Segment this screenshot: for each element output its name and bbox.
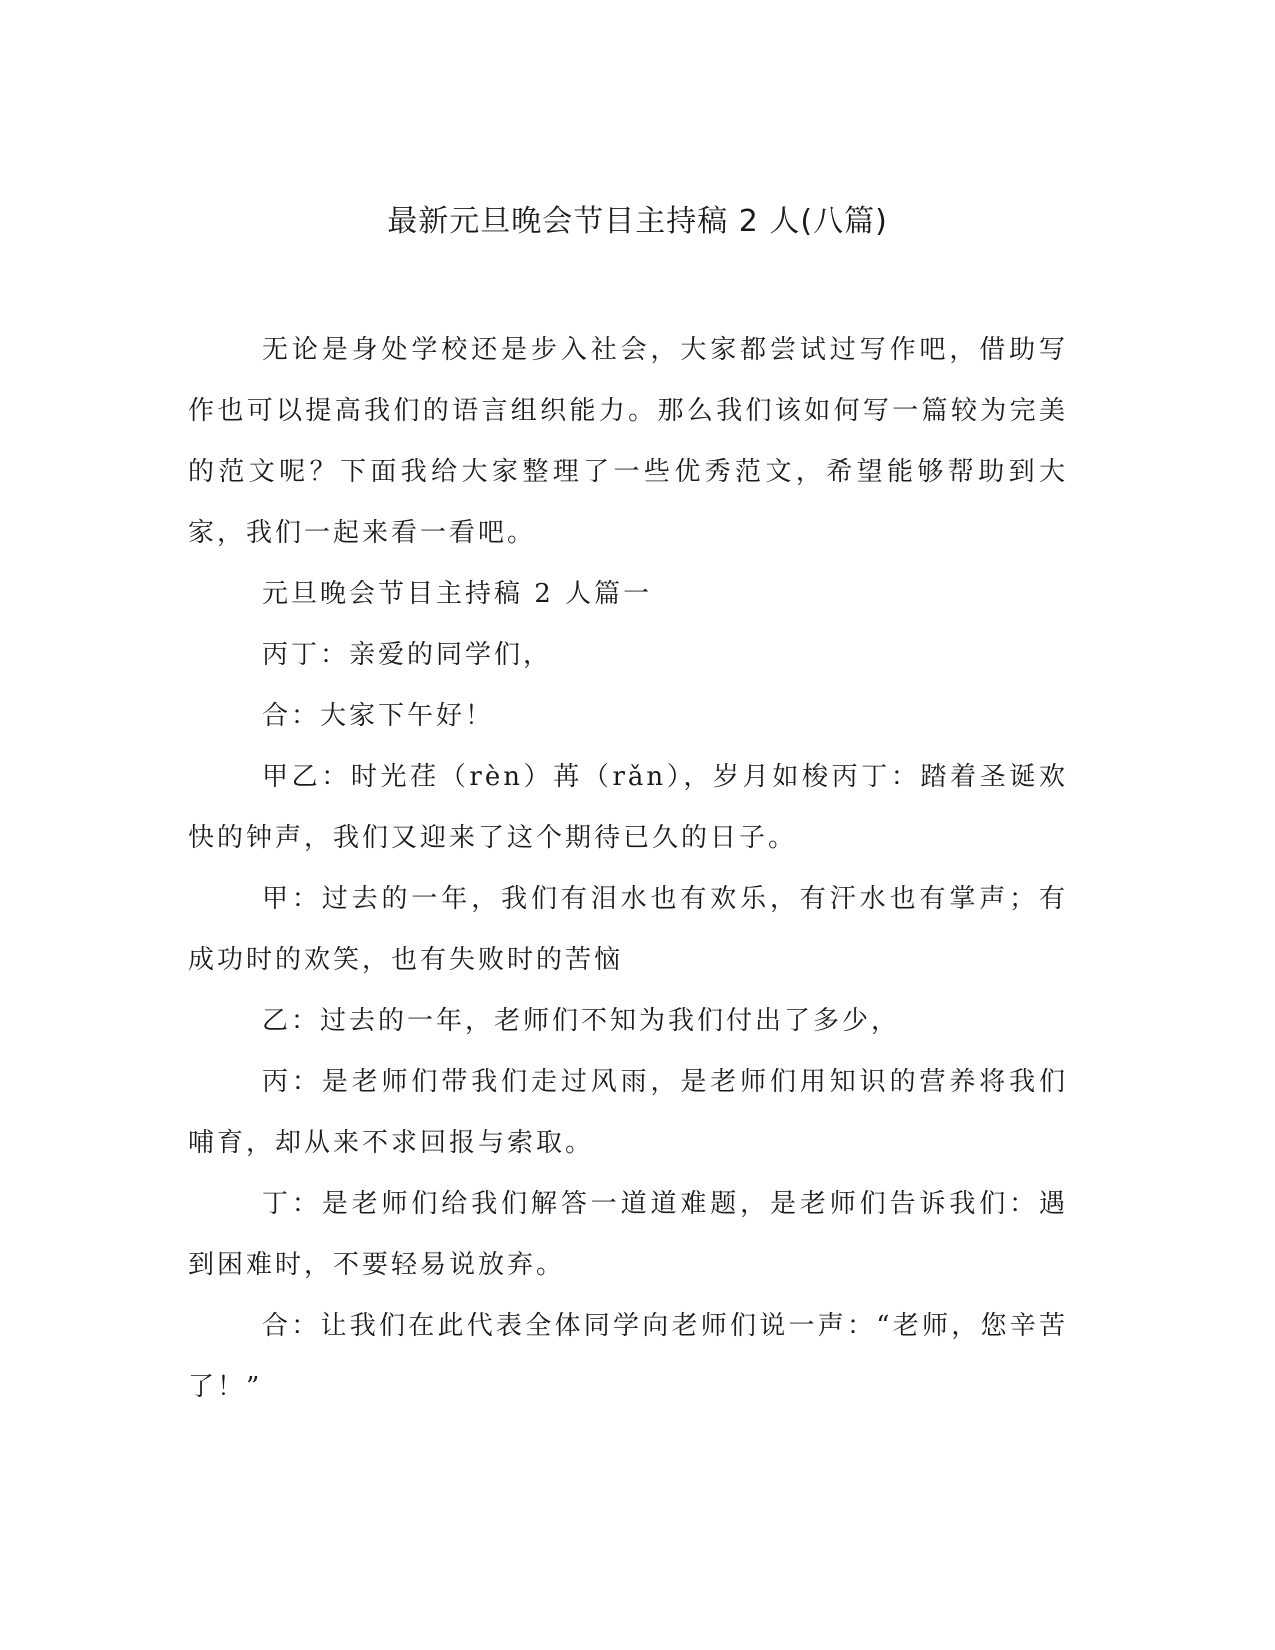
document-title: 最新元旦晚会节目主持稿 2 人(八篇) [387, 204, 888, 239]
script-line: 乙：过去的一年，老师们不知为我们付出了多少， [262, 1006, 901, 1036]
intro-paragraph: 无论是身处学校还是步入社会，大家都尝试过写作吧，借助写作也可以提高我们的语言组织能力。那么我们该如何写一篇较为完美的范文呢？下面我给大家整理了一些优秀范文，希望能够帮助到大家，我们一起来看一看吧。 [188, 335, 1068, 548]
script-line: 合：让我们在此代表全体同学向老师们说一声：“老师，您辛苦了！” [188, 1311, 1068, 1402]
script-line: 甲：过去的一年，我们有泪水也有欢乐，有汗水也有掌声；有成功时的欢笑，也有失败时的苦恼 [188, 884, 1068, 975]
script-line: 丁：是老师们给我们解答一道道难题，是老师们告诉我们：遇到困难时，不要轻易说放弃。 [188, 1189, 1068, 1280]
document-body [188, 320, 1068, 1418]
script-line: 丙：是老师们带我们走过风雨，是老师们用知识的营养将我们哺育，却从来不求回报与索取。 [188, 1067, 1068, 1158]
section-heading: 元旦晚会节目主持稿 2 人篇一 [262, 579, 653, 609]
script-line: 合：大家下午好！ [262, 701, 495, 731]
script-line: 甲乙：时光荏（rèn）苒（rǎn），岁月如梭丙丁：踏着圣诞欢快的钟声，我们又迎来了这个期待已久的日子。 [188, 762, 1068, 853]
script-line: 丙丁：亲爱的同学们， [262, 640, 553, 670]
